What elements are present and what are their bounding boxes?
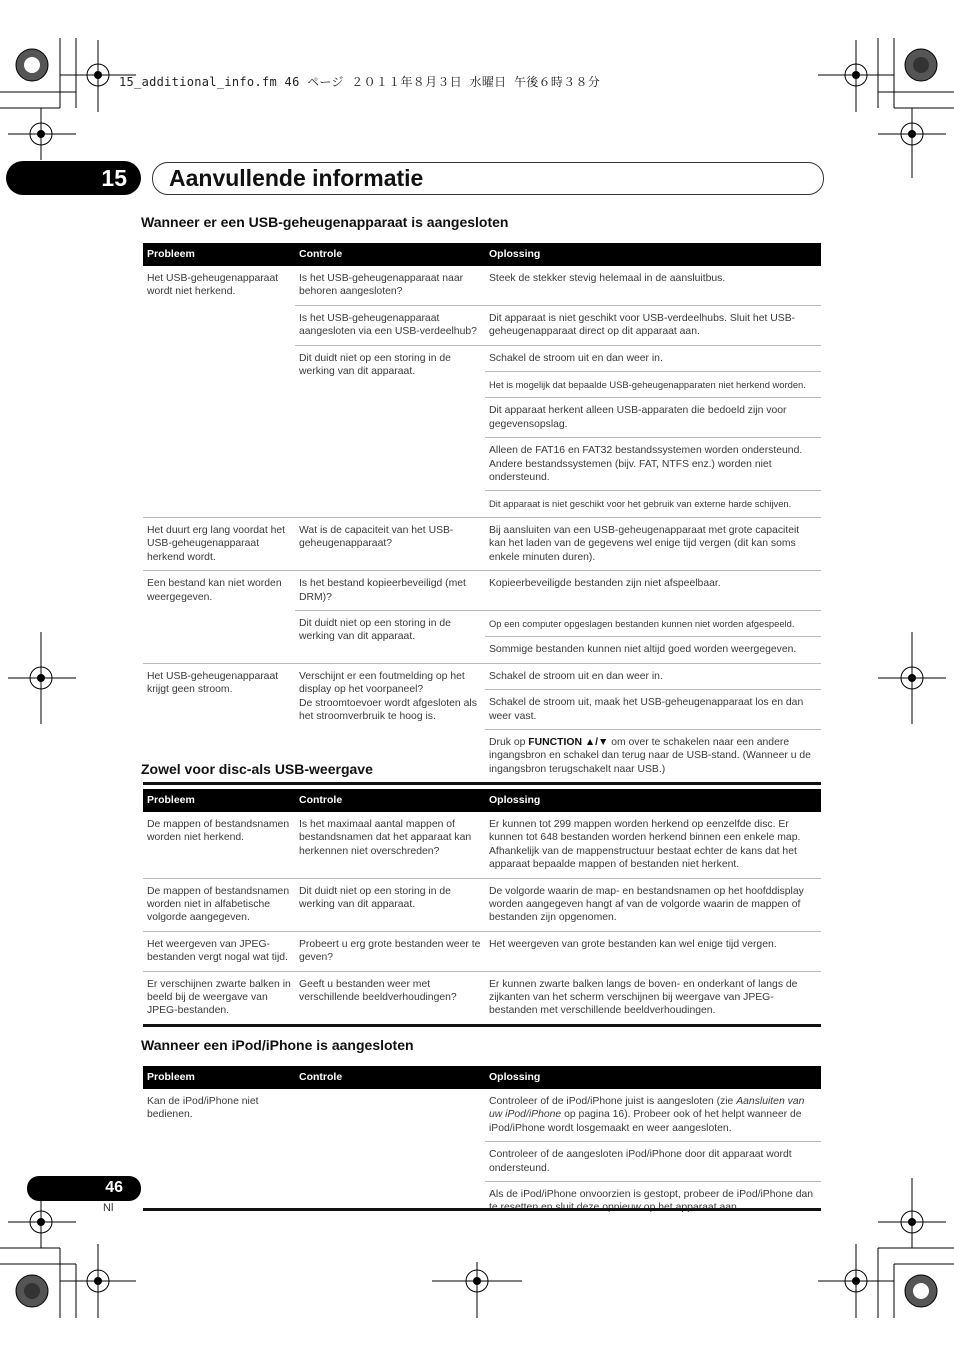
problem-cell: Een bestand kan niet worden weergegeven. [143, 571, 295, 664]
col-check: Controle [295, 1066, 485, 1089]
chapter-number-badge [6, 161, 141, 195]
page-number: 46 [105, 1179, 123, 1196]
check-cell: Probeert u erg grote bestanden weer te geven? [295, 931, 485, 971]
solution-cell: Er kunnen tot 299 mappen worden herkend op eenzelfde disc. Er kunnen tot 648 bestanden worden herkend binnen een enkele map. Afhankelijk van de mappenstructuur bestaat echter de kans dat het apparaat bepaalde mappen of bestanden niet herkent. [485, 812, 821, 878]
table-usb [143, 243, 821, 785]
solution-cell [485, 1089, 821, 1142]
col-check: Controle [295, 789, 485, 812]
problem-cell: Het USB-geheugenapparaat krijgt geen stroom. [147, 670, 279, 696]
table-row [143, 878, 821, 931]
chapter-number: 15 [101, 165, 127, 191]
problem-cell: Kan de iPod/iPhone niet bedienen. [147, 1096, 259, 1121]
check-cell: Is het maximaal aantal mappen of bestandsnamen dat het apparaat kan herkennen niet overschreden? [295, 812, 485, 878]
check-cell: Is het USB-geheugenapparaat aangesloten via een USB-verdeelhub? [295, 305, 485, 345]
table-header [143, 1066, 821, 1089]
solution-cell: Dit apparaat herkent alleen USB-apparaten die bedoeld zijn voor gegevensopslag. [485, 398, 821, 438]
col-problem: Probleem [143, 1066, 295, 1089]
solution-cell: Controleer of de aangesloten iPod/iPhone door dit apparaat wordt ondersteund. [485, 1142, 821, 1182]
table-row [143, 931, 821, 971]
solution-cell: Steek de stekker stevig helemaal in de aansluitbus. [485, 266, 821, 305]
section-heading-usb: Wanneer er een USB-geheugenapparaat is aangesloten [141, 214, 509, 230]
solution-cell: Schakel de stroom uit en dan weer in. [485, 663, 821, 689]
table-disc-usb [143, 789, 821, 1027]
solution-cell: Kopieerbeveiligde bestanden zijn niet afspeelbaar. [485, 571, 821, 611]
check-cell: Wat is de capaciteit van het USB-geheugenapparaat? [295, 517, 485, 570]
check-cell: Dit duidt niet op een storing in de werking van dit apparaat. [295, 878, 485, 931]
col-check: Controle [295, 243, 485, 266]
problem-cell: Het weergeven van JPEG-bestanden vergt nogal wat tijd. [143, 931, 295, 971]
cross-reference: Aansluiten van uw iPod/iPhone [489, 1096, 805, 1121]
page-number-badge [27, 1176, 141, 1201]
problem-cell: Het duurt erg lang voordat het USB-geheugenapparaat herkend wordt. [143, 517, 295, 570]
col-problem: Probleem [143, 789, 295, 812]
problem-cell: Er verschijnen zwarte balken in beeld bij de weergave van JPEG-bestanden. [147, 978, 291, 1017]
solution-cell: Het weergeven van grote bestanden kan wel enige tijd vergen. [485, 931, 821, 971]
solution-cell: Het is mogelijk dat bepaalde USB-geheugenapparaten niet herkend worden. [485, 372, 821, 398]
table-row [143, 1089, 821, 1142]
solution-cell: Schakel de stroom uit, maak het USB-geheugenapparaat los en dan weer vast. [485, 690, 821, 730]
solution-pre: Controleer of de iPod/iPhone juist is aangesloten (zie [489, 1096, 737, 1107]
check-cell [295, 1089, 485, 1221]
problem-cell: Het USB-geheugenapparaat wordt niet herkend. [143, 266, 295, 517]
check-cell: Geeft u bestanden weer met verschillende beeldverhoudingen? [299, 978, 457, 1004]
table-row [143, 517, 821, 570]
check-text-extra: De stroomtoevoer wordt afgesloten als het stroomverbruik te hoog is. [299, 697, 477, 722]
problem-cell: De mappen of bestandsnamen worden niet herkend. [143, 812, 295, 878]
solution-cell: De volgorde waarin de map- en bestandsnamen op het hoofddisplay worden aangegeven hangt af van de volgorde waarin de mappen of bestanden zijn opgenomen. [485, 878, 821, 931]
table-row [143, 663, 821, 689]
check-text: Verschijnt er een foutmelding op het display op het voorpaneel? [299, 670, 465, 696]
solution-post: op pagina 16). Probeer ook of het helpt wanneer de iPod/iPhone wordt losgemaakt en weer aangesloten. [489, 1109, 802, 1134]
function-pre: Druk op [489, 736, 529, 748]
check-cell: Is het bestand kopieerbeveiligd (met DRM)? [295, 571, 485, 611]
check-cell: Is het USB-geheugenapparaat naar behoren aangesloten? [295, 266, 485, 305]
solution-cell: Dit apparaat is niet geschikt voor het gebruik van externe harde schijven. [485, 491, 821, 517]
solution-cell: Als de iPod/iPhone onvoorzien is gestopt, probeer de iPod/iPhone dan [489, 1189, 814, 1201]
solution-cell [485, 729, 821, 783]
table-row [143, 812, 821, 878]
table-row [143, 266, 821, 305]
problem-cell: De mappen of bestandsnamen worden niet in alfabetische volgorde aangegeven. [143, 878, 295, 931]
table-header [143, 789, 821, 812]
col-solution: Oplossing [485, 243, 821, 266]
table-bottom-rule [143, 1208, 821, 1211]
solution-cell: Bij aansluiten van een USB-geheugenapparaat met grote capaciteit kan het laden van de gegevens wel enige tijd vergen (dit kan soms enkele minuten duren). [485, 517, 821, 570]
chapter-title-box [152, 162, 824, 195]
file-header: 15_additional_info.fm 46 ページ ２０１１年８月３日 水曜日 午後６時３８分 [119, 75, 601, 89]
solution-cell: Sommige bestanden kunnen niet altijd goed worden weergegeven. [485, 637, 821, 663]
solution-cell: Op een computer opgeslagen bestanden kunnen niet worden afgespeeld. [485, 610, 821, 636]
col-solution: Oplossing [485, 789, 821, 812]
col-problem: Probleem [143, 243, 295, 266]
solution-cell: Alleen de FAT16 en FAT32 bestandssystemen worden ondersteund. Andere bestandssystemen (bijv. FAT, NTFS enz.) worden niet ondersteund. [485, 438, 821, 491]
col-solution: Oplossing [485, 1066, 821, 1089]
chapter-title: Aanvullende informatie [169, 165, 424, 191]
table-row [143, 971, 821, 1025]
solution-cell: Schakel de stroom uit en dan weer in. [485, 345, 821, 371]
function-key: FUNCTION [528, 736, 582, 748]
function-post: om over te schakelen naar een andere ingangsbron en schakel dan terug naar de USB-stand. (Wanneer u de ingangsbron terugschakelt naar USB.) [489, 736, 811, 775]
check-cell: Dit duidt niet op een storing in de werking van dit apparaat. [295, 345, 485, 517]
solution-cell: Er kunnen zwarte balken langs de boven- en onderkant of langs de zijkanten van het scherm verschijnen bij weergave van JPEG-bestanden met verschillende beeldverhoudingen. [489, 978, 798, 1017]
language-code: Nl [103, 1202, 114, 1214]
table-header [143, 243, 821, 266]
solution-cell: Dit apparaat is niet geschikt voor USB-verdeelhubs. Sluit het USB-geheugenapparaat direct op dit apparaat aan. [485, 305, 821, 345]
section-heading-disc-usb: Zowel voor disc-als USB-weergave [141, 761, 373, 777]
section-heading-ipod: Wanneer een iPod/iPhone is aangesloten [141, 1037, 414, 1053]
table-row [143, 571, 821, 611]
arrow-up-down-icon: ▲/▼ [581, 736, 609, 748]
table-ipod [143, 1066, 821, 1221]
check-cell: Dit duidt niet op een storing in de werking van dit apparaat. [295, 610, 485, 663]
